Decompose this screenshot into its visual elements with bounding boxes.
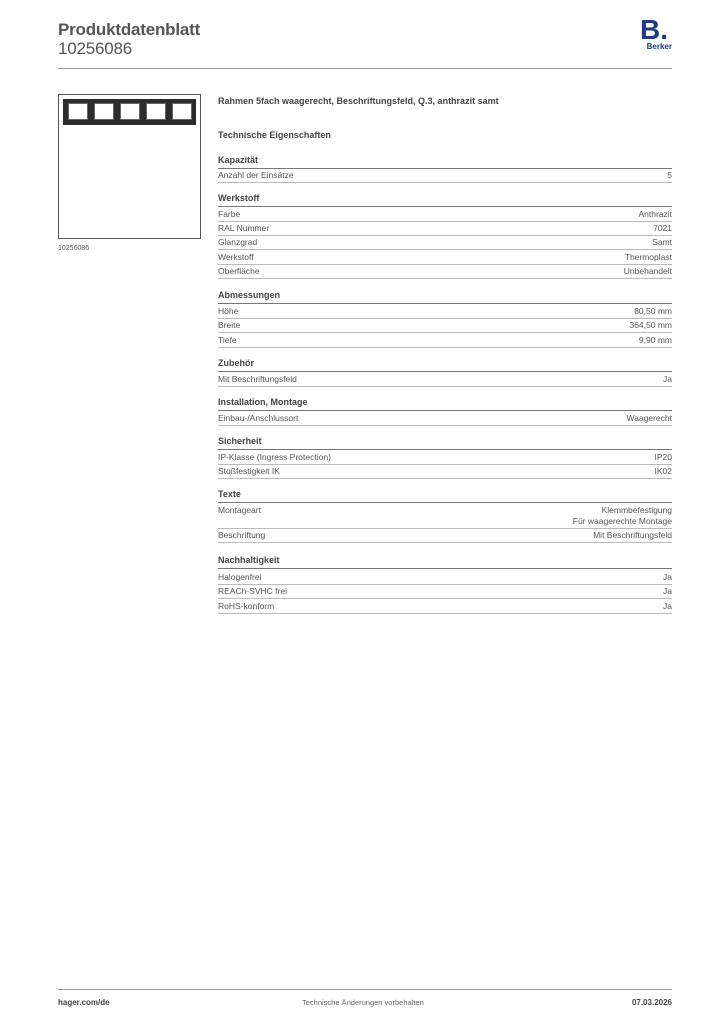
- spec-value: Ja: [663, 586, 672, 596]
- frame-opening: [120, 103, 140, 120]
- spec-label: Montageart: [218, 505, 261, 515]
- spec-value: Ja: [663, 374, 672, 384]
- page-title: Produktdatenblatt: [58, 20, 201, 39]
- frame-opening: [172, 103, 192, 120]
- tech-heading: Technische Eigenschaften: [218, 130, 331, 140]
- spec-value: Thermoplast: [624, 252, 672, 262]
- spec-value: Ja: [663, 601, 672, 611]
- spec-value-line: Klemmbefestigung: [601, 505, 672, 515]
- spec-label: IP-Klasse (Ingress Protection): [218, 452, 331, 462]
- footer-divider: [58, 989, 672, 990]
- berker-logo: [638, 16, 672, 54]
- spec-row: [218, 585, 672, 599]
- footer-date: 07.03.2026: [631, 998, 672, 1007]
- spec-label: Einbau-/Anschlussort: [218, 413, 299, 423]
- spec-row: [218, 305, 672, 319]
- spec-label: RAL Nummer: [218, 223, 270, 233]
- spec-value: 9,90 mm: [638, 335, 672, 345]
- page-header: [58, 14, 672, 70]
- header-divider: [58, 68, 672, 69]
- spec-value: Anthrazit: [638, 209, 672, 219]
- logo-name: Berker: [646, 42, 672, 51]
- footer-note: Technische Änderungen vorbehalten: [302, 998, 424, 1007]
- spec-value: Mit Beschriftungsfeld: [593, 530, 672, 540]
- spec-row: [218, 465, 672, 479]
- spec-value: 7021: [653, 223, 672, 233]
- spec-row: [218, 265, 672, 279]
- spec-row: [218, 412, 672, 426]
- spec-row: [218, 334, 672, 348]
- footer-website: hager.com/de: [58, 998, 110, 1007]
- spec-value: IK02: [654, 466, 672, 476]
- spec-label: REACh-SVHC frei: [218, 586, 287, 596]
- frame-opening: [94, 103, 114, 120]
- spec-value: Ja: [663, 572, 672, 582]
- spec-row: [218, 571, 672, 585]
- section-title: Werkstoff: [218, 193, 672, 207]
- spec-row: [218, 236, 672, 250]
- spec-value: Unbehandelt: [623, 266, 672, 276]
- product-number: 10256086: [58, 39, 133, 58]
- spec-value: IP20: [654, 452, 672, 462]
- spec-label: Mit Beschriftungsfeld: [218, 374, 297, 384]
- spec-value: 5: [667, 170, 672, 180]
- spec-label: Beschriftung: [218, 530, 266, 540]
- spec-row: [218, 251, 672, 265]
- spec-row: [218, 319, 672, 333]
- section-title: Sicherheit: [218, 436, 672, 450]
- product-description: Rahmen 5fach waagerecht, Beschriftungsfeld, Q.3, anthrazit samt: [218, 96, 499, 106]
- spec-label: Oberfläche: [218, 266, 260, 276]
- section-title: Nachhaltigkeit: [218, 555, 672, 569]
- logo-letter: B.: [640, 14, 668, 45]
- frame-opening: [146, 103, 166, 120]
- spec-label: Stoßfestigkeit IK: [218, 466, 280, 476]
- section-title: Zubehör: [218, 358, 672, 372]
- product-image: [58, 94, 201, 239]
- section-title: Installation, Montage: [218, 397, 672, 411]
- section-title: Kapazität: [218, 155, 672, 169]
- image-caption: 10256086: [58, 245, 90, 252]
- spec-row: [218, 451, 672, 465]
- spec-value: Waagerecht: [626, 413, 672, 423]
- spec-label: Werkstoff: [218, 252, 254, 262]
- frame-illustration: [63, 99, 196, 125]
- spec-row: [218, 222, 672, 236]
- section-title: Abmessungen: [218, 290, 672, 304]
- section-title: Texte: [218, 489, 672, 503]
- spec-label: Farbe: [218, 209, 241, 219]
- spec-label: Halogenfrei: [218, 572, 262, 582]
- spec-row: [218, 208, 672, 222]
- spec-label: Breite: [218, 320, 241, 330]
- spec-row: [218, 504, 672, 529]
- spec-value: [573, 505, 672, 527]
- spec-row: [218, 529, 672, 543]
- spec-label: Höhe: [218, 306, 239, 316]
- frame-opening: [68, 103, 88, 120]
- spec-value: Samt: [652, 237, 672, 247]
- spec-row: [218, 169, 672, 183]
- spec-row: [218, 373, 672, 387]
- spec-value-line: Für waagerechte Montage: [572, 516, 672, 526]
- spec-value: 364,50 mm: [629, 320, 672, 330]
- spec-label: RoHS-konform: [218, 601, 275, 611]
- spec-label: Tiefe: [218, 335, 237, 345]
- spec-row: [218, 600, 672, 614]
- spec-value: 80,50 mm: [634, 306, 672, 316]
- spec-label: Anzahl der Einsätze: [218, 170, 294, 180]
- spec-label: Glanzgrad: [218, 237, 258, 247]
